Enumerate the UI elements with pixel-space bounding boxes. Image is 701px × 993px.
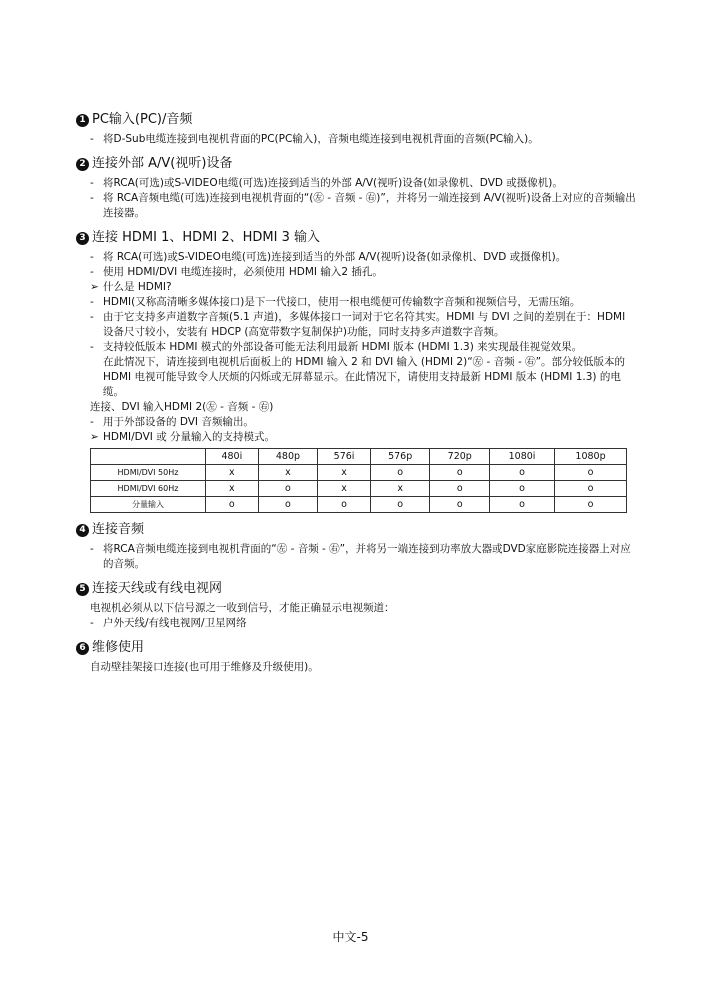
table-cell: o	[430, 497, 490, 513]
table-cell: o	[430, 481, 490, 497]
table-header-row	[91, 449, 627, 465]
section-number-badge: 4	[76, 524, 89, 537]
list-item-text: 将 RCA(可选)或S-VIDEO电缆(可选)连接到适当的外部 A/V(视听)设备(如录像机、DVD 或摄像机)。	[103, 251, 567, 263]
section-number-badge: 2	[76, 158, 89, 171]
list-item-text: 使用 HDMI/DVI 电缆连接时，必须使用 HDMI 输入2 插孔。	[103, 266, 383, 278]
section-service	[76, 639, 636, 675]
plain-line: 连接、DVI 输入HDMI 2(㊧ - 音频 - ㊨)	[90, 401, 274, 413]
section-heading	[76, 521, 636, 539]
list-item-text: HDMI(又称高清晰多媒体接口)是下一代接口，使用一根电缆便可传输数字音频和视频信号，无需压缩。	[103, 296, 581, 308]
table-cell: x	[206, 481, 259, 497]
table-row-label: 分量输入	[91, 497, 206, 513]
arrow-note-text: 什么是 HDMI?	[103, 281, 172, 293]
list-item-text: 将D-Sub电缆连接到电视机背面的PC(PC输入)，音频电缆连接到电视机背面的音频(PC输入)。	[103, 133, 539, 145]
section-hdmi-connect	[76, 229, 636, 513]
section-heading	[76, 229, 636, 247]
list-item-text: 将 RCA音频电缆(可选)连接到电视机背面的“(㊧ - 音频 - ㊨)”，并将另一端连接到 A/V(视听)设备上对应的音频输出连接器。	[103, 192, 636, 219]
section-title: 连接音频	[92, 522, 145, 537]
list-item-text: 户外天线/有线电视网/卫星网络	[103, 617, 247, 629]
table-row-label: HDMI/DVI 60Hz	[91, 481, 206, 497]
table-cell: o	[370, 465, 430, 481]
section-title: 连接天线或有线电视网	[92, 581, 223, 596]
table-corner-cell	[91, 449, 206, 465]
table-cell: o	[555, 465, 627, 481]
table-header-cell: 1080i	[490, 449, 555, 465]
plain-line: 电视机必须从以下信号源之一收到信号，才能正确显示电视频道：	[90, 602, 395, 614]
table-cell: o	[555, 497, 627, 513]
list-item-text: 由于它支持多声道数字音频(5.1 声道)，多媒体接口一词对于它名符其实。HDMI 与 DVI 之间的差别在于：HDMI 设备尺寸较小，安装有 HDCP (高宽带数字复制保护)功能，同时支持多声道数字音频。	[103, 311, 626, 338]
table-cell: x	[258, 465, 318, 481]
table-row	[91, 497, 627, 513]
arrow-note	[90, 430, 636, 445]
list-item-text: 将RCA音频电缆连接到电视机背面的“㊧ - 音频 - ㊨”，并将另一端连接到功率放大器或DVD家庭影院连接器上对应的音频。	[103, 543, 631, 570]
section-audio-connect	[76, 521, 636, 572]
section-antenna-connect	[76, 580, 636, 631]
table-header-cell: 576p	[370, 449, 430, 465]
section-heading	[76, 580, 636, 598]
list-item: - 由于它支持多声道数字音频(5.1 声道)，多媒体接口一词对于它名符其实。HDMI 与 DVI 之间的差别在于：HDMI 设备尺寸较小，安装有 HDCP (高宽带数字复制保护)功能，同时支持多声道数字音频。	[90, 310, 636, 340]
table-header-cell: 480i	[206, 449, 259, 465]
list-item: - 使用 HDMI/DVI 电缆连接时，必须使用 HDMI 输入2 插孔。	[90, 265, 636, 280]
table-cell: o	[490, 465, 555, 481]
section-number-badge: 1	[76, 114, 89, 127]
supported-modes-table	[90, 448, 627, 513]
arrow-icon: ➢	[90, 281, 99, 293]
table-cell: x	[206, 465, 259, 481]
section-number-badge: 6	[76, 642, 89, 655]
list-item: - 户外天线/有线电视网/卫星网络	[90, 616, 636, 631]
section-heading	[76, 155, 636, 173]
page-content	[76, 111, 636, 683]
section-pc-input	[76, 111, 636, 147]
list-item: - 将RCA(可选)或S-VIDEO电缆(可选)连接到适当的外部 A/V(视听)设备(如录像机、DVD 或摄像机)。	[90, 176, 636, 191]
table-cell: o	[490, 481, 555, 497]
table-cell: o	[490, 497, 555, 513]
table-cell: o	[206, 497, 259, 513]
table-header-cell: 480p	[258, 449, 318, 465]
table-header-cell: 720p	[430, 449, 490, 465]
table-cell: o	[258, 497, 318, 513]
table-cell: o	[258, 481, 318, 497]
table-header-cell: 576i	[318, 449, 371, 465]
section-title: 维修使用	[92, 640, 145, 655]
list-item: - 将D-Sub电缆连接到电视机背面的PC(PC输入)，音频电缆连接到电视机背面的音频(PC输入)。	[90, 132, 636, 147]
section-title: PC输入(PC)/音频	[92, 112, 193, 127]
table-cell: o	[370, 497, 430, 513]
table-cell: o	[430, 465, 490, 481]
section-heading	[76, 639, 636, 657]
table-cell: o	[555, 481, 627, 497]
table-cell: x	[370, 481, 430, 497]
table-header-cell: 1080p	[555, 449, 627, 465]
table-cell: o	[318, 497, 371, 513]
section-number-badge: 3	[76, 232, 89, 245]
section-number-badge: 5	[76, 583, 89, 596]
table-cell: x	[318, 481, 371, 497]
list-item: - 将 RCA音频电缆(可选)连接到电视机背面的“(㊧ - 音频 - ㊨)”，并将另一端连接到 A/V(视听)设备上对应的音频输出连接器。	[90, 192, 636, 219]
list-item: - HDMI(又称高清晰多媒体接口)是下一代接口，使用一根电缆便可传输数字音频和视频信号，无需压缩。	[90, 295, 636, 310]
table-row	[91, 465, 627, 481]
list-item: - 将 RCA(可选)或S-VIDEO电缆(可选)连接到适当的外部 A/V(视听)设备(如录像机、DVD 或摄像机)。	[90, 250, 636, 265]
section-heading	[76, 111, 636, 129]
list-item: - 支持较低版本 HDMI 模式的外部设备可能无法利用最新 HDMI 版本 (HDMI 1.3) 来实现最佳视觉效果。 在此情况下，请连接到电视机后面板上的 HDMI 输入 2 和 DVI 输入 (HDMI 2)“㊧ - 音频 - ㊨”。部分较低版本的 HDMI 电视可能导致令人厌烦的闪烁或无屏幕显示。在此情况下，请使用支持最新 HDMI 版本 (HDMI 1.3) 的电缆。	[90, 341, 626, 398]
arrow-note	[90, 280, 636, 295]
table-cell: x	[318, 465, 371, 481]
list-item-text: 将RCA(可选)或S-VIDEO电缆(可选)连接到适当的外部 A/V(视听)设备(如录像机、DVD 或摄像机)。	[103, 177, 563, 189]
table-row-label: HDMI/DVI 50Hz	[91, 465, 206, 481]
plain-line: 自动壁挂架接口连接(也可用于维修及升级使用)。	[90, 661, 319, 673]
list-item: - 用于外部设备的 DVI 音频输出。	[90, 415, 636, 430]
list-item: - 将RCA音频电缆连接到电视机背面的“㊧ - 音频 - ㊨”，并将另一端连接到功率放大器或DVD家庭影院连接器上对应的音频。	[90, 542, 636, 572]
list-item-text: 用于外部设备的 DVI 音频输出。	[103, 416, 254, 428]
arrow-icon: ➢	[90, 431, 99, 443]
section-title: 连接 HDMI 1、HDMI 2、HDMI 3 输入	[92, 230, 320, 245]
list-item-text: 支持较低版本 HDMI 模式的外部设备可能无法利用最新 HDMI 版本 (HDMI 1.3) 来实现最佳视觉效果。	[103, 341, 583, 353]
list-item-continuation: 在此情况下，请连接到电视机后面板上的 HDMI 输入 2 和 DVI 输入 (HDMI 2)“㊧ - 音频 - ㊨”。部分较低版本的 HDMI 电视可能导致令人厌烦的闪烁或无屏幕显示。在此情况下，请使用支持最新 HDMI 版本 (HDMI 1.3) 的电缆。	[103, 356, 626, 398]
arrow-note-text: HDMI/DVI 或 分量输入的支持模式。	[103, 431, 276, 443]
section-av-connect	[76, 155, 636, 221]
section-title: 连接外部 A/V(视听)设备	[92, 156, 233, 171]
table-row	[91, 481, 627, 497]
page-number: 中文-5	[332, 930, 369, 944]
